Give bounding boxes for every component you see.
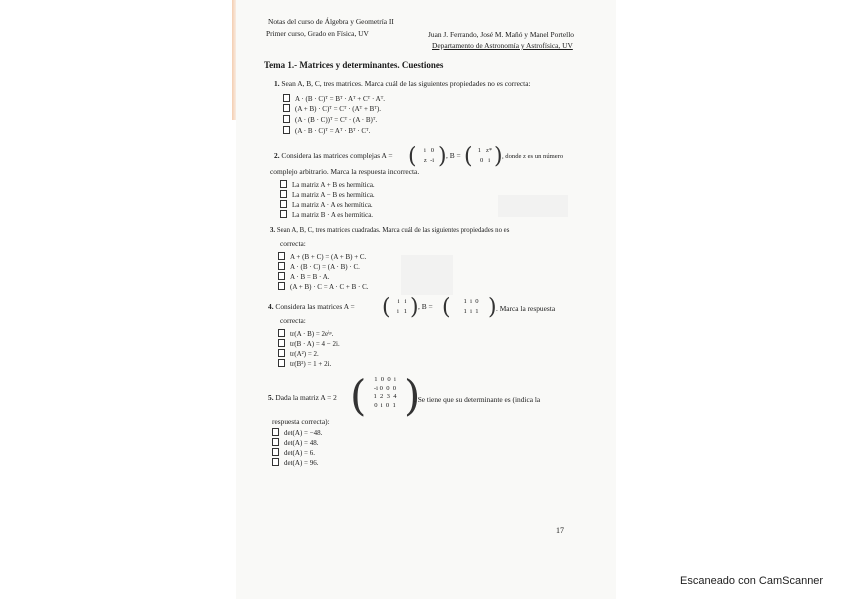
matrix-body — [474, 148, 496, 164]
checkbox[interactable] — [278, 282, 285, 290]
paren-left: ( — [350, 371, 367, 420]
paren-left: ( — [382, 295, 391, 320]
checkbox[interactable] — [272, 438, 279, 446]
matrix-cell: 0 — [374, 401, 378, 409]
option-label: tr(B²) = 1 + 2i. — [290, 360, 332, 368]
matrix-cell: 1 — [475, 307, 479, 315]
option-label: (A + B) · C)ᵀ = Cᵀ · (Aᵀ + Bᵀ). — [295, 105, 381, 113]
option-label: La matriz A · A es hermítica. — [292, 201, 373, 209]
matrix-a — [350, 371, 421, 420]
question-4-option[interactable] — [278, 349, 319, 358]
question-4-option[interactable] — [278, 339, 340, 348]
matrix-cell: 4 — [393, 393, 397, 401]
question-3-option[interactable] — [278, 272, 330, 281]
question-5-option[interactable] — [272, 458, 318, 467]
matrix-cell: i — [380, 401, 383, 409]
paren-right: ) — [438, 144, 447, 169]
matrix-body — [418, 148, 440, 164]
matrix-cell: -i — [373, 384, 378, 392]
question-5-prompt-a: Dada la matriz A = 2 — [275, 393, 337, 402]
matrix-cell: 1 — [373, 393, 377, 401]
question-2-option[interactable] — [280, 200, 373, 209]
question-5-prompt-b: . Se tiene que su determinante es (indica la — [414, 395, 541, 404]
question-2-prompt-b: , B = — [446, 151, 461, 160]
checkbox[interactable] — [283, 126, 290, 134]
header-department: Departamento de Astronomía y Astrofísica, UV — [432, 41, 573, 50]
matrix-cell: i — [470, 298, 472, 305]
option-label: tr(B · A) = 4 − 2i. — [290, 340, 340, 348]
page-number: 17 — [556, 526, 564, 535]
question-3-prompt-b: correcta: — [280, 239, 306, 248]
option-label: (A + B) · C = A · C + B · C. — [290, 283, 369, 291]
question-2-prompt-c: , donde z es un número — [502, 153, 564, 160]
question-number: 1. — [274, 79, 280, 88]
matrix-body — [362, 377, 408, 409]
matrix-cell: i — [397, 298, 400, 305]
question-4-prompt-b: , B = — [418, 302, 433, 311]
option-label: (A · B · C)ᵀ = Aᵀ · Bᵀ · Cᵀ. — [295, 127, 371, 135]
scanner-watermark: Escaneado con CamScanner — [680, 575, 824, 587]
paren-right: ) — [488, 295, 497, 320]
option-label: tr(A · B) = 2eⁱᵖ. — [290, 330, 334, 338]
matrix-cell: z — [423, 156, 427, 164]
matrix-body — [392, 299, 412, 315]
matrix-a — [382, 295, 419, 320]
matrix-cell: 1 — [392, 401, 396, 409]
paren-left: ( — [442, 295, 451, 320]
question-1-prompt: Sean A, B, C, tres matrices. Marca cuál de las siguientes propiedades no es correcta: — [281, 79, 531, 88]
question-3-text — [270, 228, 509, 235]
matrix-cell: 2 — [380, 393, 384, 401]
matrix-cell: 0 — [385, 401, 390, 409]
option-label: (A · (B · C))ᵀ = Cᵀ · (A · B)ᵀ. — [295, 116, 378, 124]
checkbox[interactable] — [278, 349, 285, 357]
bleed-through — [401, 255, 453, 295]
question-3-prompt-a: Sean A, B, C, tres matrices cuadradas. Marca cuál de las siguientes propiedades no es — [276, 227, 510, 234]
matrix-cell: 1 — [403, 307, 408, 315]
question-1-option[interactable] — [283, 104, 381, 113]
matrix-cell: i — [404, 298, 407, 305]
matrix-cell: i — [470, 307, 472, 315]
question-3-option[interactable] — [278, 262, 360, 271]
question-3-option[interactable] — [278, 252, 366, 261]
matrix-a — [408, 144, 447, 169]
matrix-cell: 1 — [463, 298, 467, 305]
bleed-through — [498, 195, 568, 217]
question-4-prompt-a: Considera las matrices A = — [275, 302, 355, 311]
matrix-cell: i — [423, 147, 426, 154]
checkbox[interactable] — [280, 210, 287, 218]
matrix-cell: 1 — [463, 307, 467, 315]
question-4-option[interactable] — [278, 329, 333, 338]
checkbox[interactable] — [283, 104, 290, 112]
question-number: 2. — [274, 151, 280, 160]
question-4-prompt-c: . Marca la respuesta — [496, 304, 556, 313]
question-5-option[interactable] — [272, 438, 318, 447]
matrix-body — [452, 299, 490, 315]
matrix-cell: 0 — [479, 156, 484, 164]
header-authors: Juan J. Ferrando, José M. Mañó y Manel Portello — [428, 30, 574, 39]
header-course-title: Notas del curso de Álgebra y Geometría II — [268, 17, 394, 26]
matrix-cell: 0 — [386, 384, 390, 392]
question-2-option[interactable] — [280, 190, 375, 199]
paren-left: ( — [464, 144, 473, 169]
matrix-cell: z* — [486, 147, 493, 154]
question-1-option[interactable] — [283, 126, 370, 135]
question-2-option[interactable] — [280, 210, 373, 219]
question-1-option[interactable] — [283, 94, 385, 103]
option-label: tr(A²) = 2. — [290, 350, 319, 358]
question-4-text — [268, 303, 355, 310]
option-label: La matriz A − B es hermítica. — [292, 191, 375, 199]
checkbox[interactable] — [278, 272, 285, 280]
checkbox[interactable] — [280, 190, 287, 198]
question-3-option[interactable] — [278, 282, 369, 291]
question-2-prompt-a: Considera las matrices complejas A = — [281, 151, 393, 160]
question-1-option[interactable] — [283, 115, 377, 124]
checkbox[interactable] — [278, 329, 285, 337]
question-4-prompt-d: correcta: — [280, 316, 306, 325]
matrix-cell: 0 — [430, 147, 435, 154]
question-1-text — [274, 80, 531, 87]
question-number: 4. — [268, 302, 274, 311]
scanned-page — [236, 0, 616, 599]
matrix-cell: 0 — [379, 384, 383, 392]
question-2-prompt-d: complejo arbitrario. Marca la respuesta incorrecta. — [270, 167, 420, 176]
matrix-cell: i — [396, 307, 399, 315]
option-label: La matriz B · A es hermítica. — [292, 211, 374, 219]
option-label: A · B = B · A. — [290, 273, 330, 281]
matrix-b — [464, 144, 503, 169]
question-5-option[interactable] — [272, 428, 322, 437]
matrix-cell: -i — [430, 156, 435, 164]
option-label: det(A) = 6. — [284, 449, 315, 457]
checkbox[interactable] — [272, 458, 279, 466]
option-label: A · (B · C)ᵀ = Bᵀ · Aᵀ + Cᵀ · Aᵀ. — [295, 95, 385, 103]
paren-left: ( — [408, 144, 417, 169]
question-5-prompt-c: respuesta correcta): — [272, 417, 330, 426]
checkbox[interactable] — [278, 339, 285, 347]
matrix-cell: 0 — [380, 376, 385, 383]
header-course-level: Primer curso, Grado en Física, UV — [266, 29, 369, 38]
matrix-b — [442, 295, 497, 320]
checkbox[interactable] — [280, 180, 287, 188]
option-label: det(A) = 48. — [284, 439, 319, 447]
topic-title: Tema 1.- Matrices y determinantes. Cuestiones — [264, 60, 444, 70]
option-label: det(A) = 96. — [284, 459, 319, 467]
matrix-cell: 0 — [392, 384, 397, 392]
matrix-cell: 0 — [387, 376, 391, 383]
checkbox[interactable] — [272, 448, 279, 456]
paren-right: ) — [404, 371, 421, 420]
paren-right: ) — [494, 144, 503, 169]
question-2-option[interactable] — [280, 180, 375, 189]
question-number: 3. — [270, 227, 276, 234]
question-number: 5. — [268, 393, 274, 402]
checkbox[interactable] — [272, 428, 279, 436]
matrix-cell: 1 — [477, 147, 482, 154]
matrix-cell: i — [488, 156, 491, 164]
checkbox[interactable] — [278, 262, 285, 270]
checkbox[interactable] — [278, 359, 285, 367]
matrix-cell: 1 — [374, 376, 378, 383]
question-2-text — [274, 152, 393, 159]
question-4-option[interactable] — [278, 359, 331, 368]
checkbox[interactable] — [283, 115, 290, 123]
option-label: det(A) = −48. — [284, 429, 323, 437]
question-5-option[interactable] — [272, 448, 315, 457]
checkbox[interactable] — [278, 252, 285, 260]
checkbox[interactable] — [280, 200, 287, 208]
checkbox[interactable] — [283, 94, 290, 102]
matrix-cell: 3 — [386, 393, 390, 401]
option-label: A + (B + C) = (A + B) + C. — [290, 253, 367, 261]
option-label: La matriz A + B es hermítica. — [292, 181, 375, 189]
matrix-cell: i — [393, 376, 396, 383]
paren-right: ) — [410, 295, 419, 320]
option-label: A · (B · C) = (A · B) · C. — [290, 263, 360, 271]
matrix-cell: 0 — [475, 298, 479, 305]
question-5-text — [268, 394, 337, 401]
